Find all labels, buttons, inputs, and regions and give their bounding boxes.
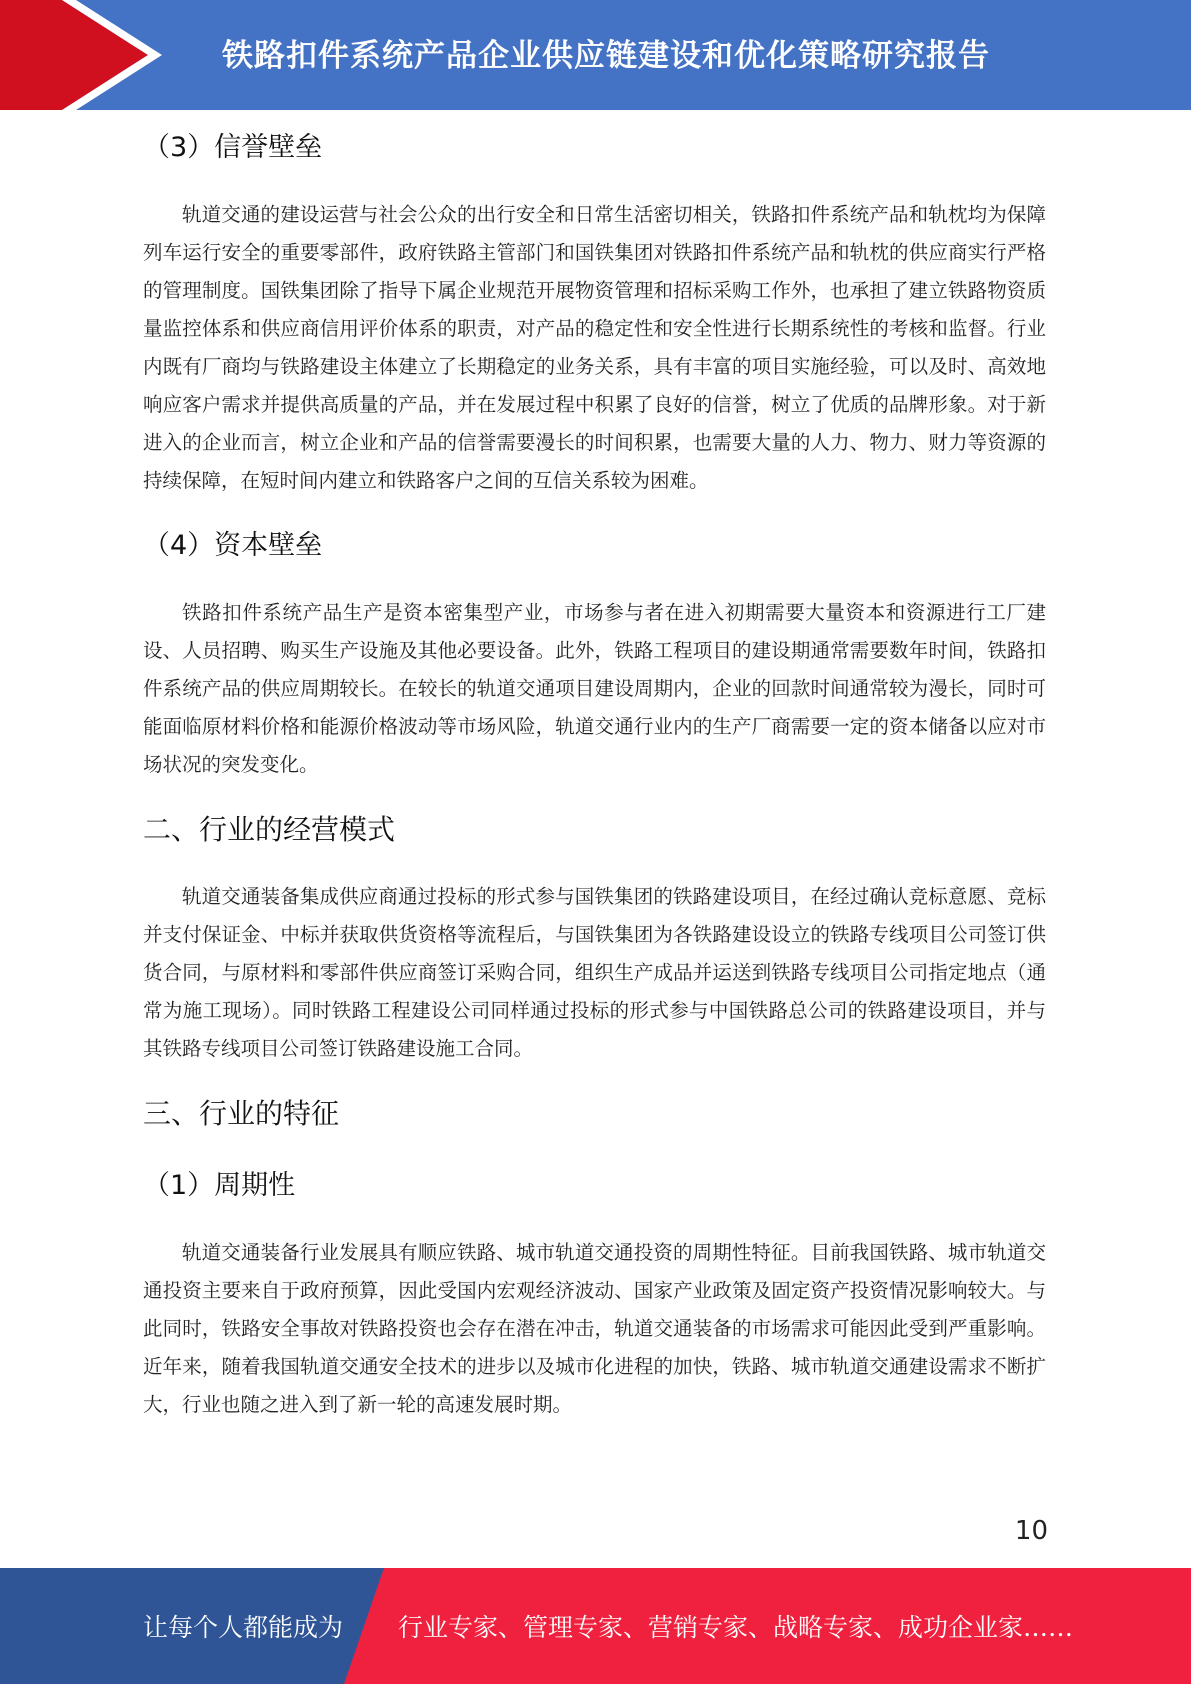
- page-number: 10: [1014, 1516, 1048, 1546]
- paragraph-business-model: 轨道交通装备集成供应商通过投标的形式参与国铁集团的铁路建设项目，在经过确认竞标意愿、竞标并支付保证金、中标并获取供货资格等流程后，与国铁集团为各铁路建设设立的铁路专线项目公司签订供货合同，与原材料和零部件供应商签订采购合同，组织生产成品并运送到铁路专线项目公司指定地点（通常为施工现场）。同时铁路工程建设公司同样通过投标的形式参与中国铁路总公司的铁路建设项目，并与其铁路专线项目公司签订铁路建设施工合同。: [143, 885, 1046, 1060]
- section-heading-industry-features: 三、行业的特征: [143, 1097, 340, 1130]
- paragraph-credit-barrier: 轨道交通的建设运营与社会公众的出行安全和日常生活密切相关，铁路扣件系统产品和轨枕均为保障列车运行安全的重要零部件，政府铁路主管部门和国铁集团对铁路扣件系统产品和轨枕的供应商实行严格的管理制度。国铁集团除了指导下属企业规范开展物资管理和招标采购工作外，也承担了建立铁路物资质量监控体系和供应商信用评价体系的职责，对产品的稳定性和安全性进行长期系统性的考核和监督。行业内既有厂商均与铁路建设主体建立了长期稳定的业务关系，具有丰富的项目实施经验，可以及时、高效地响应客户需求并提供高质量的产品，并在发展过程中积累了良好的信誉，树立了优质的品牌形象。对于新进入的企业而言，树立企业和产品的信誉需要漫长的时间积累，也需要大量的人力、物力、财力等资源的持续保障，在短时间内建立和铁路客户之间的互信关系较为困难。: [143, 203, 1046, 492]
- paragraph-capital-barrier: 铁路扣件系统产品生产是资本密集型产业，市场参与者在进入初期需要大量资本和资源进行工厂建设、人员招聘、购买生产设施及其他必要设备。此外，铁路工程项目的建设期通常需要数年时间，铁路扣件系统产品的供应周期较长。在较长的轨道交通项目建设周期内，企业的回款时间通常较为漫长，同时可能面临原材料价格和能源价格波动等市场风险，轨道交通行业内的生产厂商需要一定的资本储备以应对市场状况的突发变化。: [143, 601, 1046, 776]
- footer-slogan-left: 让每个人都能成为: [143, 1613, 344, 1642]
- footer-slogan-right: 行业专家、管理专家、营销专家、战略专家、成功企业家……: [398, 1613, 1074, 1642]
- paragraph-cyclicality: 轨道交通装备行业发展具有顺应铁路、城市轨道交通投资的周期性特征。目前我国铁路、城市轨道交通投资主要来自于政府预算，因此受国内宏观经济波动、国家产业政策及固定资产投资情况影响较大。与此同时，铁路安全事故对铁路投资也会存在潜在冲击，轨道交通装备的市场需求可能因此受到严重影响。近年来，随着我国轨道交通安全技术的进步以及城市化进程的加快，铁路、城市轨道交通建设需求不断扩大，行业也随之进入到了新一轮的高速发展时期。: [143, 1241, 1046, 1416]
- section-heading-credit-barrier: （3）信誉壁垒: [143, 132, 323, 163]
- section-heading-business-model: 二、行业的经营模式: [143, 813, 396, 846]
- page-content: [143, 122, 1046, 1424]
- section-heading-cyclicality: （1）周期性: [143, 1170, 296, 1201]
- section-heading-capital-barrier: （4）资本壁垒: [143, 530, 323, 561]
- report-title: 铁路扣件系统产品企业供应链建设和优化策略研究报告: [222, 38, 990, 74]
- page-footer: [0, 1568, 1191, 1684]
- page-header: [0, 0, 1191, 110]
